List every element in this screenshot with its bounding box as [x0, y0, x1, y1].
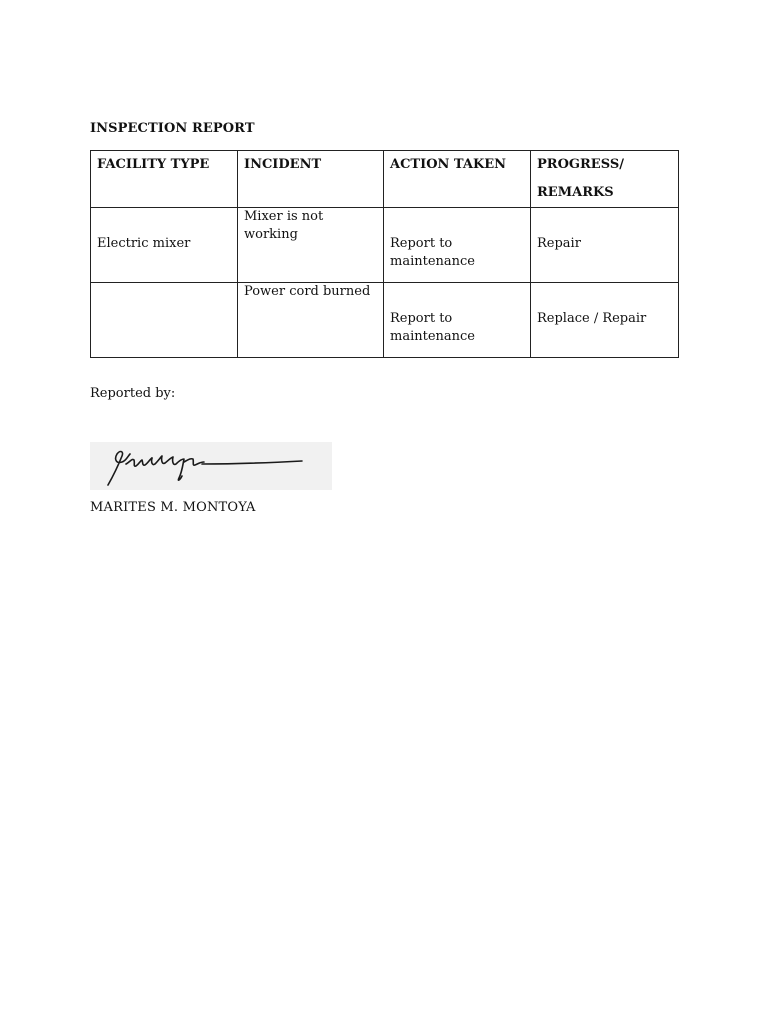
cell-facility-type: [91, 283, 238, 358]
cell-remarks: Repair: [531, 208, 679, 283]
reporter-name: MARITES M. MONTOYA: [90, 500, 256, 515]
cell-remarks: Replace / Repair: [531, 283, 679, 358]
report-title: INSPECTION REPORT: [90, 121, 255, 136]
inspection-table: [90, 150, 679, 358]
table-header-row: [91, 151, 679, 208]
cell-incident: Mixer is not working: [238, 208, 384, 283]
header-action-taken: ACTION TAKEN: [384, 151, 531, 208]
table-row: [91, 208, 679, 283]
header-remarks: REMARKS: [537, 185, 614, 200]
reported-by-label: Reported by:: [90, 386, 176, 401]
header-incident: INCIDENT: [238, 151, 384, 208]
table-row: [91, 283, 679, 358]
header-progress: PROGRESS/: [537, 157, 624, 172]
cell-incident: Power cord burned: [238, 283, 384, 358]
header-progress-remarks: [531, 151, 679, 208]
cell-action-taken: Report to maintenance: [384, 283, 531, 358]
cell-facility-type: Electric mixer: [91, 208, 238, 283]
signature-icon: [90, 442, 332, 490]
signature-image: [90, 442, 332, 490]
cell-action-taken: Report to maintenance: [384, 208, 531, 283]
header-facility-type: FACILITY TYPE: [91, 151, 238, 208]
